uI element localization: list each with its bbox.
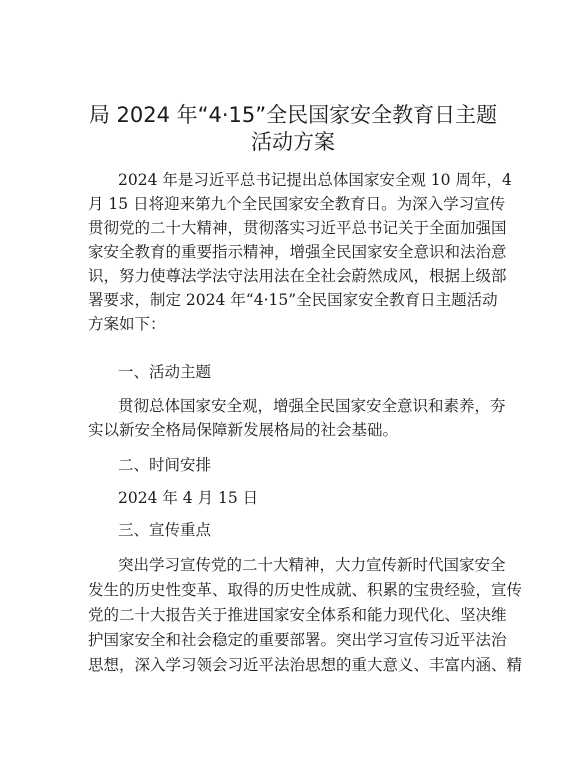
intro-paragraph-line: 贯彻党的二十大精神，贯彻落实习近平总书记关于全面加强国: [88, 219, 507, 237]
section-theme-line: 贯彻总体国家安全观，增强全民国家安全意识和素养，夯: [118, 397, 506, 415]
section-focus-line: 思想，深入学习领会习近平法治思想的重大意义、丰富内涵、精: [88, 656, 523, 674]
intro-paragraph-line: 识，努力使尊法学法守法用法在全社会蔚然成风，根据上级部: [88, 267, 507, 285]
intro-paragraph-line: 月 15 日将迎来第九个全民国家安全教育日。为深入学习宣传: [88, 195, 506, 213]
section-heading-focus: 三、宣传重点: [118, 521, 212, 539]
section-heading-theme: 一、活动主题: [118, 363, 212, 381]
intro-paragraph-line: 方案如下：: [88, 315, 166, 333]
intro-paragraph-line: 署要求，制定 2024 年“4·15”全民国家安全教育日主题活动: [88, 291, 498, 309]
section-focus-line: 突出学习宣传党的二十大精神，大力宣传新时代国家安全: [118, 556, 506, 574]
section-schedule-date: 2024 年 4 月 15 日: [118, 489, 259, 507]
section-focus-line: 党的二十大报告关于推进国家安全体系和能力现代化、坚决维: [88, 606, 507, 624]
intro-paragraph-line: 2024 年是习近平总书记提出总体国家安全观 10 周年，4: [118, 171, 512, 189]
document-title-line-2: 活动方案: [251, 130, 335, 154]
intro-paragraph-line: 家安全教育的重要指示精神，增强全民国家安全意识和法治意: [88, 243, 507, 261]
document-title-line-1: 局 2024 年“4·15”全民国家安全教育日主题: [88, 103, 498, 127]
section-theme-line: 实以新安全格局保障新发展格局的社会基础。: [88, 421, 399, 439]
section-heading-schedule: 二、时间安排: [118, 456, 212, 474]
section-focus-line: 发生的历史性变革、取得的历史性成就、积累的宝贵经验，宣传: [88, 581, 523, 599]
section-focus-line: 护国家安全和社会稳定的重要部署。突出学习宣传习近平法治: [88, 631, 507, 649]
